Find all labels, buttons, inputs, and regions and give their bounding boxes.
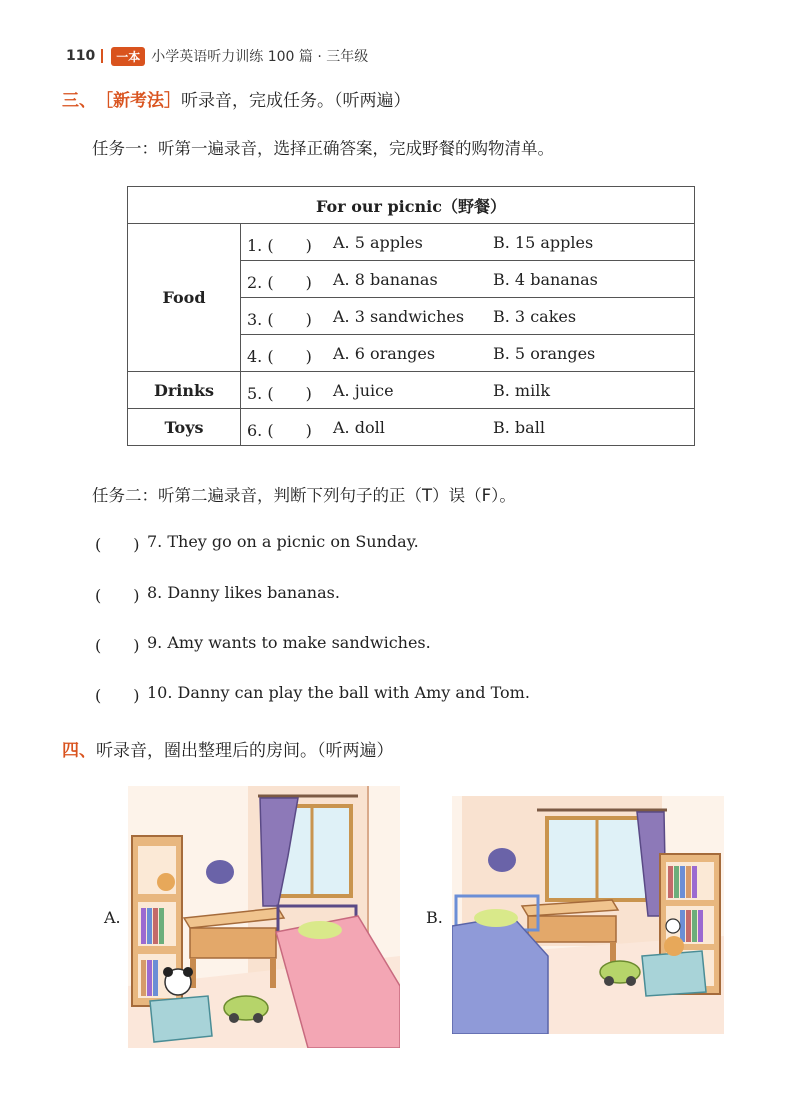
- section-3-tag: ［新考法］: [96, 91, 181, 111]
- question-number[interactable]: 6. ( ): [247, 421, 312, 440]
- statement-text: 8. Danny likes bananas.: [147, 583, 340, 602]
- section-3-title: [62, 86, 411, 111]
- option-a: A. 8 bananas: [333, 270, 438, 289]
- page-header: [66, 46, 368, 66]
- statement-10: [95, 683, 695, 703]
- question-number[interactable]: 3. ( ): [247, 310, 312, 329]
- option-b: B. milk: [493, 381, 551, 400]
- table-row: [241, 261, 695, 298]
- option-b: B. ball: [493, 418, 545, 437]
- option-a: A. 6 oranges: [333, 344, 436, 363]
- statement-9: [95, 633, 695, 653]
- table-row: [241, 409, 695, 446]
- header-divider: [101, 49, 103, 63]
- book-logo: 一本: [111, 47, 145, 66]
- answer-blank[interactable]: ( ): [95, 686, 140, 705]
- answer-blank[interactable]: ( ): [95, 535, 140, 554]
- table-caption: For our picnic（野餐）: [128, 187, 695, 224]
- category-drinks: Drinks: [128, 372, 241, 409]
- section-3-number: 三、: [62, 91, 96, 111]
- category-toys: Toys: [128, 409, 241, 446]
- question-number[interactable]: 5. ( ): [247, 384, 312, 403]
- table-row: [241, 298, 695, 335]
- table-row: [241, 224, 695, 261]
- answer-blank[interactable]: ( ): [95, 636, 140, 655]
- statement-text: 10. Danny can play the ball with Amy and Tom.: [147, 683, 530, 702]
- option-a: A. doll: [333, 418, 385, 437]
- question-number[interactable]: 1. ( ): [247, 236, 312, 255]
- book-title: 小学英语听力训练 100 篇 · 三年级: [151, 49, 369, 65]
- task-1-instruction: 任务一：听第一遍录音，选择正确答案，完成野餐的购物清单。: [92, 139, 554, 158]
- page-number: 110: [66, 48, 96, 64]
- question-number[interactable]: 4. ( ): [247, 347, 312, 366]
- option-a: A. juice: [333, 381, 394, 400]
- option-a: A. 3 sandwiches: [333, 307, 465, 326]
- option-b: B. 3 cakes: [493, 307, 577, 326]
- question-number[interactable]: 2. ( ): [247, 273, 312, 292]
- section-3-instruction: 听录音，完成任务。（听两遍）: [181, 91, 411, 111]
- table-row: [241, 335, 695, 372]
- picture-a-label[interactable]: A.: [104, 908, 121, 927]
- room-a-illustration[interactable]: [128, 786, 400, 1048]
- statement-text: 9. Amy wants to make sandwiches.: [147, 633, 431, 652]
- task-2-instruction: 任务二：听第二遍录音，判断下列句子的正（T）误（F）。: [92, 486, 516, 505]
- answer-blank[interactable]: ( ): [95, 586, 140, 605]
- picnic-shopping-table: [127, 186, 695, 446]
- section-4-number: 四、: [62, 741, 96, 761]
- picture-b-label[interactable]: B.: [426, 908, 443, 927]
- section-4-title: [62, 736, 394, 761]
- option-b: B. 4 bananas: [493, 270, 598, 289]
- option-b: B. 15 apples: [493, 233, 594, 252]
- category-food: Food: [128, 224, 241, 372]
- statement-8: [95, 583, 695, 603]
- statement-text: 7. They go on a picnic on Sunday.: [147, 532, 419, 551]
- room-b-illustration[interactable]: [452, 796, 724, 1034]
- option-a: A. 5 apples: [333, 233, 423, 252]
- option-b: B. 5 oranges: [493, 344, 596, 363]
- statement-7: [95, 532, 695, 552]
- table-row: [241, 372, 695, 409]
- section-4-instruction: 听录音，圈出整理后的房间。（听两遍）: [96, 741, 394, 761]
